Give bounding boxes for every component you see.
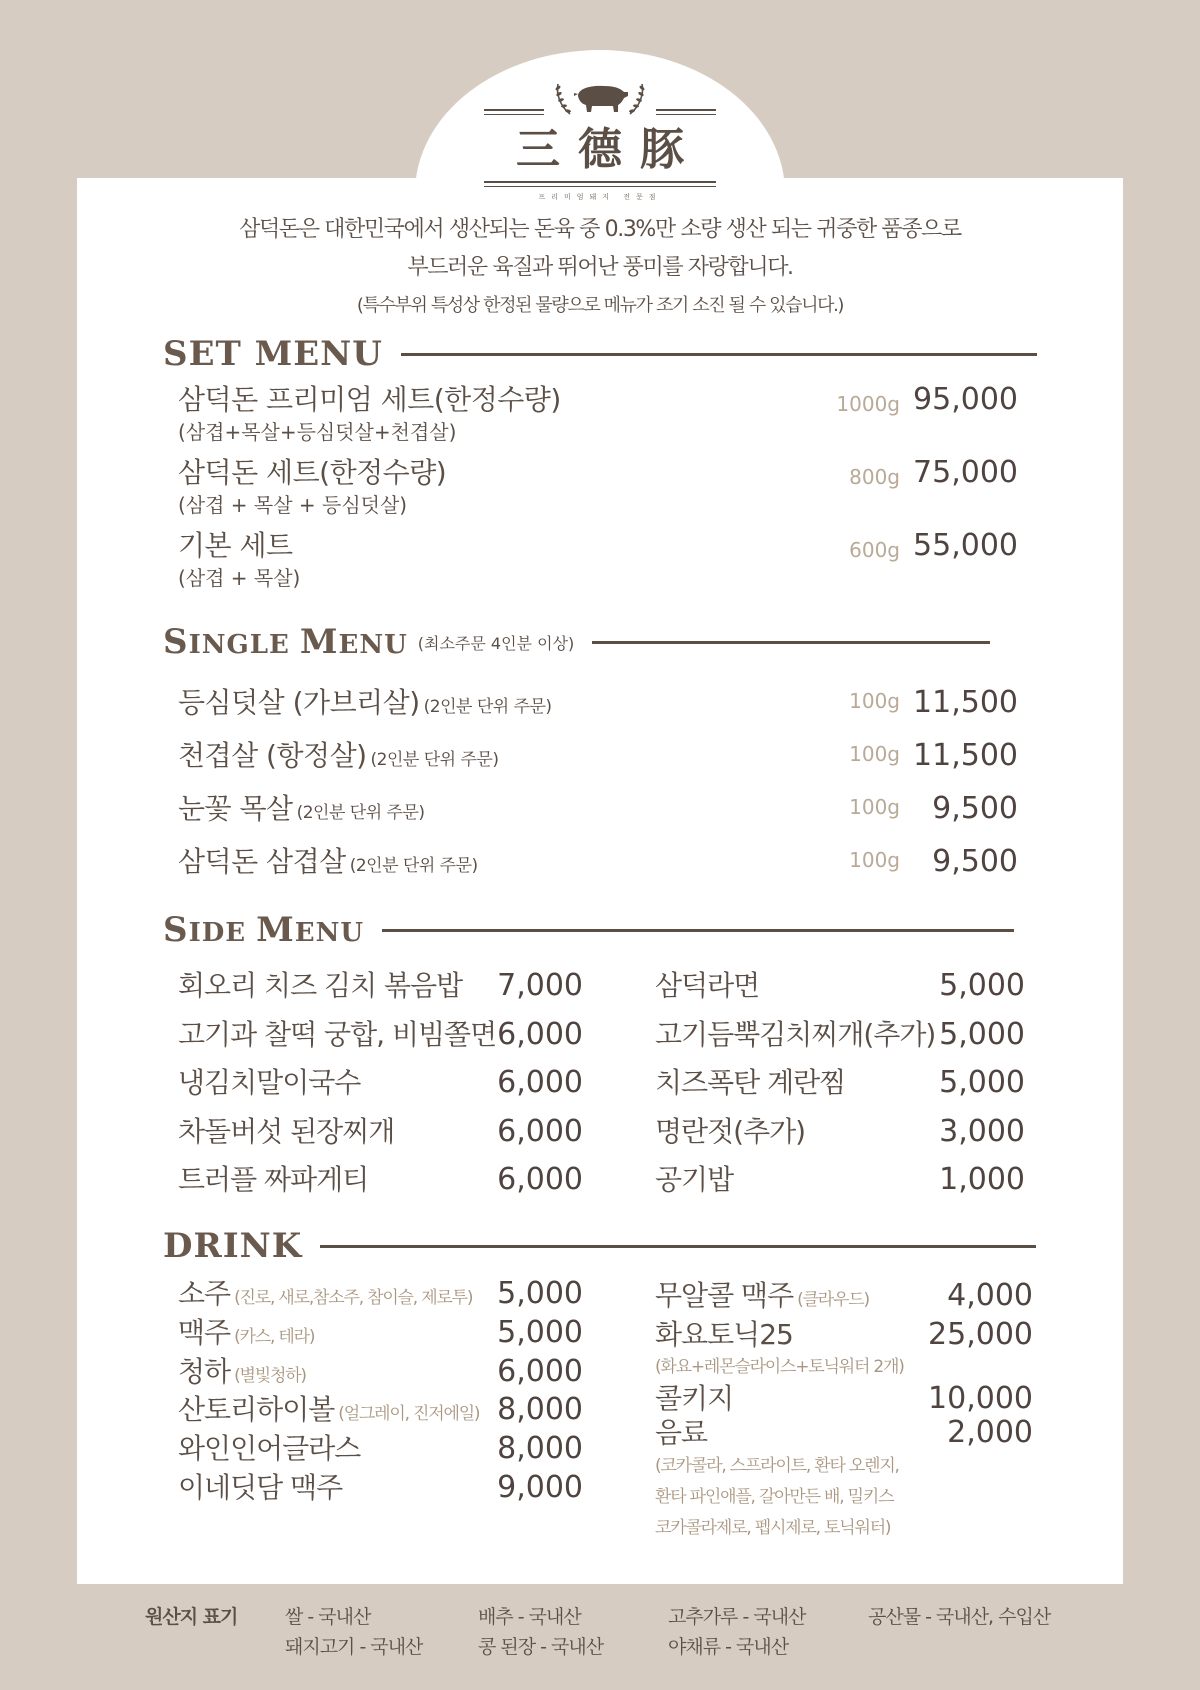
side-item: 차돌버섯 된장찌개 6,000 [178,1113,583,1149]
intro-line-3: (특수부위 특성상 한정된 물량으로 메뉴가 조기 소진 될 수 있습니다.) [356,295,844,316]
single-item-note: (2인분 단위 주문) [349,856,478,876]
single-menu-heading [163,622,990,662]
origin-column: 배추 - 국내산 콩 된장 - 국내산 [478,1606,604,1658]
single-item-note: (2인분 단위 주문) [423,697,552,717]
single-item-price: 9,500 [932,844,1018,879]
side-item: 공기밥 1,000 [655,1162,1025,1197]
restaurant-tagline: 프리미엄돼지 전문점 [538,193,662,201]
origin-footer [0,1590,1200,1690]
set-item-price: 75,000 [913,455,1018,490]
single-menu-title: SINGLE MENU [163,622,408,662]
single-item-name: 눈꽃 목살 [178,792,293,825]
pig-logo-icon [552,80,648,120]
single-item [178,683,1038,723]
single-item-weight: 100g [849,848,900,872]
side-menu-title: SIDE MENU [163,910,365,950]
single-item-note: (2인분 단위 주문) [296,803,425,823]
drink-item: 청하 (별빛청하) 6,000 [178,1353,583,1389]
single-item-weight: 100g [849,742,900,766]
single-menu-divider [592,641,990,644]
single-item-note: (2인분 단위 주문) [370,750,499,770]
logo-rule-left [484,109,544,115]
set-item-price: 95,000 [913,382,1018,417]
hwayo-desc: (화요+레몬슬라이스+토닉워터 2개) [655,1356,904,1377]
origin-column: 고추가루 - 국내산 야채류 - 국내산 [668,1606,806,1658]
set-item [178,455,1038,519]
drink-left-column [178,1276,583,1509]
drink-item: 와인인어글라스 8,000 [178,1431,583,1467]
origin-label: 원산지 표기 [145,1606,238,1628]
single-item [178,789,1038,829]
side-item: 삼덕라면 5,000 [655,968,1025,1003]
side-item: 고기과 찰떡 궁합, 비빔쫄면 6,000 [178,1016,583,1052]
drink-divider [320,1245,1036,1248]
drink-item: 음료 2,000 [655,1414,1033,1450]
set-item-name: 기본 세트 [178,529,293,562]
single-item-price: 11,500 [913,685,1018,720]
side-item: 냉김치말이국수 6,000 [178,1065,583,1100]
side-item: 고기듬뿍김치찌개(추가) 5,000 [655,1016,1025,1052]
drink-right-column [655,1278,1033,1544]
side-menu-left-column [178,966,583,1209]
drink-item: 화요토닉25 25,000 [655,1316,1033,1352]
logo-rule-right [656,109,716,115]
drink-item: 맥주 (카스, 테라) 5,000 [178,1314,583,1350]
set-item-weight: 600g [849,538,900,562]
single-item-weight: 100g [849,795,900,819]
single-item [178,736,1038,776]
set-item-name: 삼덕돈 프리미엄 세트(한정수량) [178,383,561,416]
set-menu-divider [401,353,1037,356]
side-item: 회오리 치즈 김치 볶음밥 7,000 [178,968,583,1003]
single-item [178,842,1038,882]
single-menu-note: (최소주문 4인분 이상) [417,633,575,653]
side-menu-heading [163,910,1014,950]
set-item-name: 삼덕돈 세트(한정수량) [178,456,447,489]
set-item-desc: (삼겹+목살+등심덧살+천겹살) [178,420,457,444]
drink-item: 콜키지 10,000 [655,1380,1033,1416]
origin-column: 쌀 - 국내산 돼지고기 - 국내산 [285,1606,423,1658]
side-menu-divider [382,929,1014,932]
beverage-desc-line: (코카콜라, 스프라이트, 환타 오렌지, [655,1455,899,1476]
single-item-name: 등심덧살 (가브리살) [178,686,420,719]
single-item-price: 9,500 [932,791,1018,826]
side-item: 명란젓(추가) 3,000 [655,1113,1025,1149]
drink-heading [163,1226,1036,1266]
single-item-weight: 100g [849,689,900,713]
side-item: 치즈폭탄 계란찜 5,000 [655,1065,1025,1100]
set-menu-heading [163,334,1037,374]
set-item-price: 55,000 [913,528,1018,563]
side-menu-right-column [655,966,1025,1209]
drink-item: 무알콜 맥주 (클라우드) 4,000 [655,1278,1033,1313]
drink-item: 이네딧담 맥주 9,000 [178,1469,583,1505]
set-item-desc: (삼겹 + 목살 + 등심덧살) [178,493,408,517]
drink-item: 소주 (진로, 새로,참소주, 참이슬, 제로투) 5,000 [178,1276,583,1311]
set-item [178,528,1038,592]
single-item-name: 삼덕돈 삼겹살 [178,845,346,878]
single-item-name: 천겹살 (항정살) [178,739,367,772]
drink-item: 산토리하이볼 (얼그레이, 진저에일) 8,000 [178,1392,583,1428]
set-item-desc: (삼겹 + 목살) [178,566,301,590]
intro-line-1: 삼덕돈은 대한민국에서 생산되는 돈육 중 0.3%만 소량 생산 되는 귀중한 품종으로 [239,217,961,242]
origin-column: 공산물 - 국내산, 수입산 [868,1606,1051,1628]
set-item-weight: 1000g [836,392,900,416]
set-item [178,382,1038,446]
logo-rule-bottom [484,181,716,187]
beverage-desc-line: 코카콜라제로, 펩시제로, 토닉워터) [655,1517,891,1538]
set-item-weight: 800g [849,465,900,489]
set-menu-title: SET MENU [163,334,383,374]
intro-line-2: 부드러운 육질과 뛰어난 풍미를 자랑합니다. [407,255,793,280]
intro-text [77,212,1123,324]
single-item-price: 11,500 [913,738,1018,773]
restaurant-name: 三德豚 [516,124,702,175]
side-item: 트러플 짜파게티 6,000 [178,1162,583,1197]
logo [480,78,720,208]
beverage-desc-line: 환타 파인애플, 갈아만든 배, 밀키스 [655,1486,894,1507]
drink-title: DRINK [163,1226,303,1266]
